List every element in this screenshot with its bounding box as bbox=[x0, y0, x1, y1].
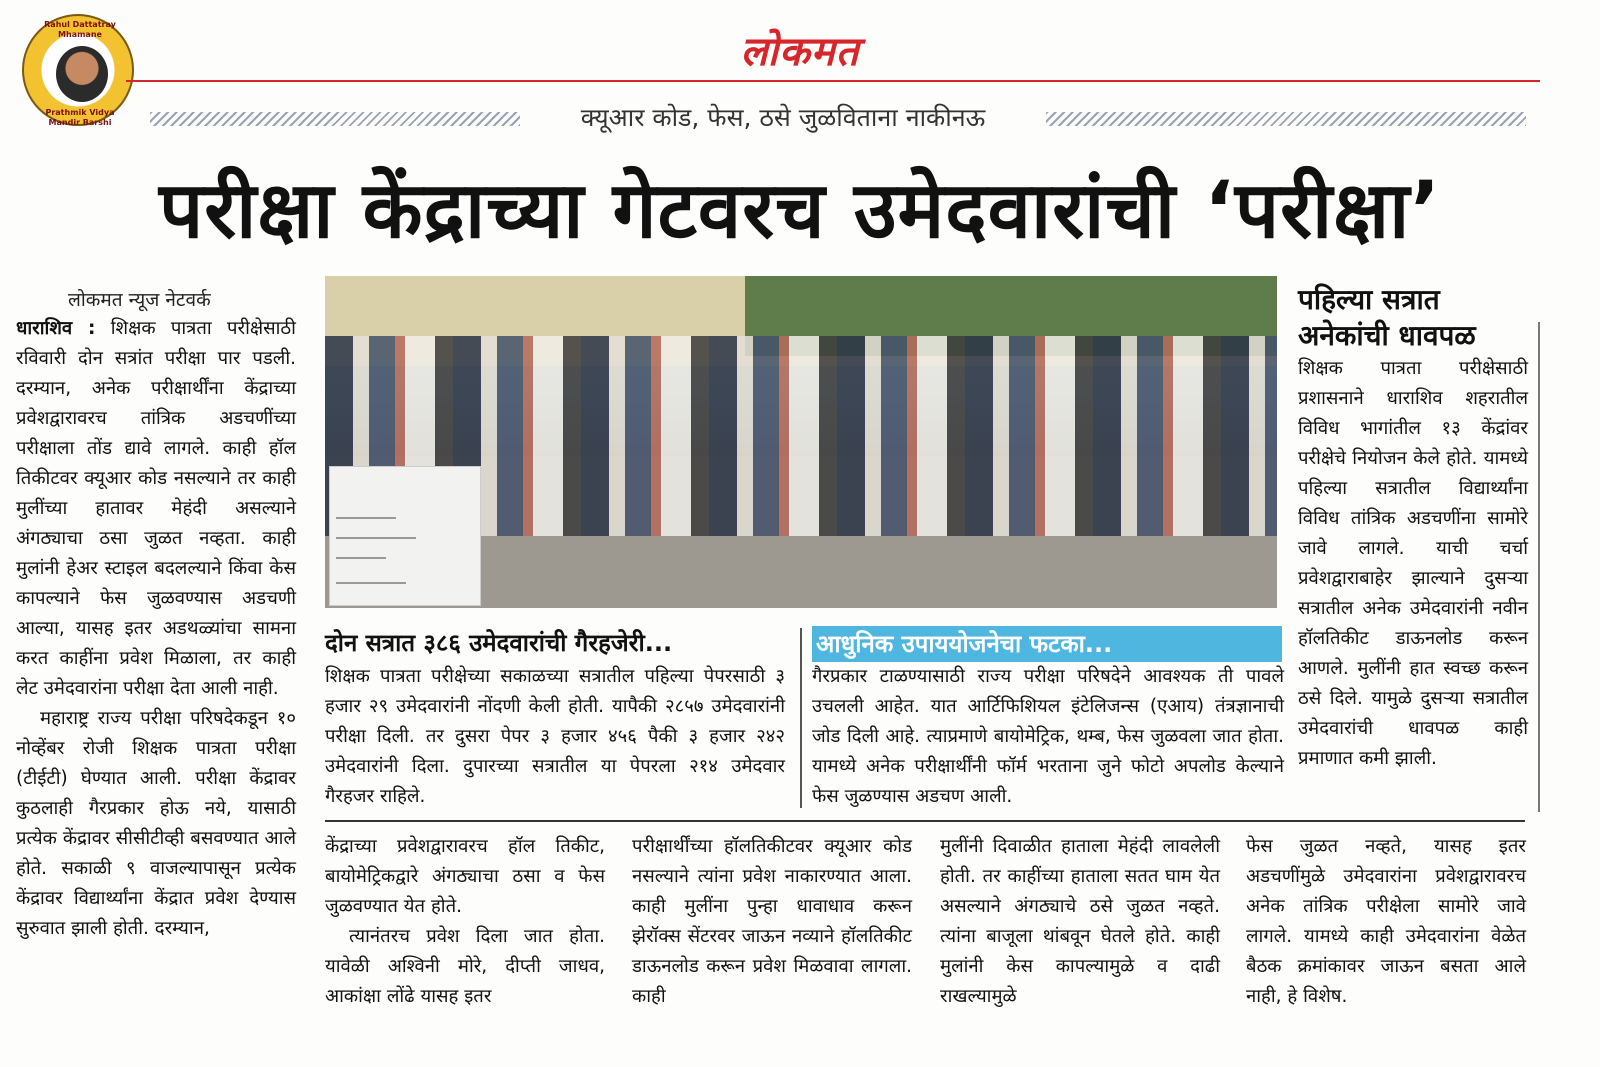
kicker: क्यूआर कोड, फेस, ठसे जुळविताना नाकीनऊ bbox=[580, 103, 986, 132]
dateline: धाराशिव : bbox=[16, 318, 96, 339]
portrait-icon bbox=[54, 44, 110, 104]
newspaper-logo: लोकमत bbox=[740, 29, 860, 75]
column-divider bbox=[800, 628, 802, 808]
byline: लोकमत न्यूज नेटवर्क bbox=[68, 289, 211, 311]
bottom-column-2: परीक्षार्थींच्या हॉलतिकीटवर क्यूआर कोड नसल्याने त्यांना प्रवेश नाकारण्यात आला. काही मुलींना पुन्हा धावाधाव करून झेरॉक्स सेंटरवर जाऊन नव्याने हॉलतिकीट डाऊनलोड करून प्रवेश मिळवावा लागला. काही bbox=[632, 836, 912, 1007]
bottom-col1-paragraph-2: त्यानंतरच प्रवेश दिला जात होता. यावेळी अश्विनी मोरे, दीप्ती जाधव, आकांक्षा लोंढे यासह इतर bbox=[325, 926, 605, 1007]
bottom-column-1 bbox=[325, 832, 605, 1012]
horizontal-rule bbox=[325, 820, 1525, 822]
bottom-col1-paragraph-1: केंद्राच्या प्रवेशद्वारावरच हॉल तिकीट, बायोमेट्रिकद्वारे अंगठ्याचा ठसा व फेस जुळवण्यात येत होते. bbox=[325, 836, 605, 917]
sidebar-body: शिक्षक पात्रता परीक्षेसाठी प्रशासनाने धाराशिव शहरातील विविध भागांतील १३ केंद्रांवर परीक्षेचे नियोजन केले होते. यामध्ये पहिल्या सत्रातील विद्यार्थ्यांना विविध तांत्रिक अडचणींना सामोरे जावे लागले. याची चर्चा प्रवेशद्वाराबाहेर झाल्याने दुसऱ्या सत्रातील अनेक उमेदवारांनी नवीन हॉलतिकीट डाऊनलोड करून आणले. मुलींनी हात स्वच्छ करून ठसे दिले. यामुळे दुसऱ्या सत्रातील उमेदवारांची धावपळ काही प्रमाणात कमी झाली. bbox=[1298, 358, 1528, 769]
bottom-column-4: फेस जुळत नव्हते, यासह इतर अडचणींमुळे उमेदवारांना प्रवेशद्वारावरच अनेक तांत्रिक परीक्षेला सामोरे जावे लागले. यामध्ये काही उमेदवारांना वेळेत बैठक क्रमांकावर जाऊन बसता आले नाही, हे विशेष. bbox=[1246, 836, 1526, 1007]
news-photo bbox=[325, 276, 1277, 608]
article-column-1 bbox=[16, 314, 296, 944]
sidebar-heading: पहिल्या सत्रात अनेकांची धावपळ bbox=[1298, 283, 1476, 352]
section-body-modern-measures: गैरप्रकार टाळण्यासाठी राज्य परीक्षा परिषदेने आवश्यक ती पावले उचलली आहेत. यात आर्टिफिशियल इंटेलिजन्स (एआय) तंत्रज्ञानाची जोड दिली आहे. त्याप्रमाणे बायोमेट्रिक, थम्ब, फेस जुळवला जात होता. यामध्ये अनेक परीक्षार्थींनी फॉर्म भरताना जुने फोटो अपलोड केल्याने फेस जुळण्यास अडचण आली. bbox=[812, 666, 1284, 807]
hall-ticket-inset-image bbox=[329, 466, 481, 606]
kicker-hatch-right bbox=[1046, 112, 1526, 126]
badge-text-bottom: Prathmik Vidya Mandir Barshi bbox=[45, 108, 115, 127]
section-heading-modern-measures: आधुनिक उपाययोजनेचा फटका... bbox=[812, 626, 1282, 662]
headline: परीक्षा केंद्राच्या गेटवरच उमेदवारांची ‘परीक्षा’ bbox=[158, 166, 1442, 256]
masthead-rule bbox=[126, 80, 1540, 82]
bottom-column-3: मुलींनी दिवाळीत हाताला मेहंदी लावलेली होती. तर काहींच्या हाताला सतत घाम येत असल्याने अंगठ्याचे ठसे जुळत नव्हते. त्यांना बाजूला थांबवून घेतले होते. काही मुलांनी केस कापल्यामुळे व दाढी राखल्यामुळे bbox=[940, 836, 1220, 1007]
col1-paragraph-1: शिक्षक पात्रता परीक्षेसाठी रविवारी दोन सत्रांत परीक्षा पार पडली. दरम्यान, अनेक परीक्षार्थींना केंद्राच्या प्रवेशद्वारावरच तांत्रिक अडचणींच्या परीक्षाला तोंड द्यावे लागले. काही हॉल तिकीटवर क्यूआर कोड नसल्याने तर काही मुलींच्या हातावर मेहंदी असल्याने अंगठ्याचा ठसा जुळत नव्हता. काही मुलांनी हेअर स्टाइल बदलल्याने किंवा केस कापल्याने फेस जुळवण्यास अडचणी आल्या, यासह इतर अडथळ्यांचा सामना करत काहींना प्रवेश मिळाला, तर काही लेट उमेदवारांना परीक्षा देता आली नाही. bbox=[16, 318, 296, 699]
section-body-absentees: शिक्षक पात्रता परीक्षेच्या सकाळच्या सत्रातील पहिल्या पेपरसाठी ३ हजार २९ उमेदवारांनी नोंदणी केली होती. यापैकी २८५७ उमेदवारांनी परीक्षा दिली. तर दुसरा पेपर ३ हजार ४५६ पैकी ३ हजार २४२ उमेदवारांनी दिला. दुपारच्या सत्रातील या पेपरला २१४ उमेदवार गैरहजर राहिले. bbox=[325, 666, 785, 807]
sidebar-divider bbox=[1538, 322, 1540, 812]
author-badge-photo bbox=[22, 14, 134, 126]
badge-text-top: Rahul Dattatray Mhamane bbox=[44, 20, 116, 39]
section-heading-absentees: दोन सत्रात ३८६ उमेदवारांची गैरहजेरी... bbox=[325, 629, 673, 657]
col1-paragraph-2: महाराष्ट्र राज्य परीक्षा परिषदेकडून १० नोव्हेंबर रोजी शिक्षक पात्रता परीक्षा (टीईटी) घेण्यात आली. परीक्षा केंद्रावर कुठलाही गैरप्रकार होऊ नये, यासाठी प्रत्येक केंद्रावर सीसीटीव्ही बसवण्यात आले होते. सकाळी ९ वाजल्यापासून प्रत्येक केंद्रावर विद्यार्थ्यांना केंद्रात प्रवेश देण्यास सुरुवात झाली होती. दरम्यान, bbox=[16, 708, 296, 939]
kicker-hatch-left bbox=[150, 112, 520, 126]
